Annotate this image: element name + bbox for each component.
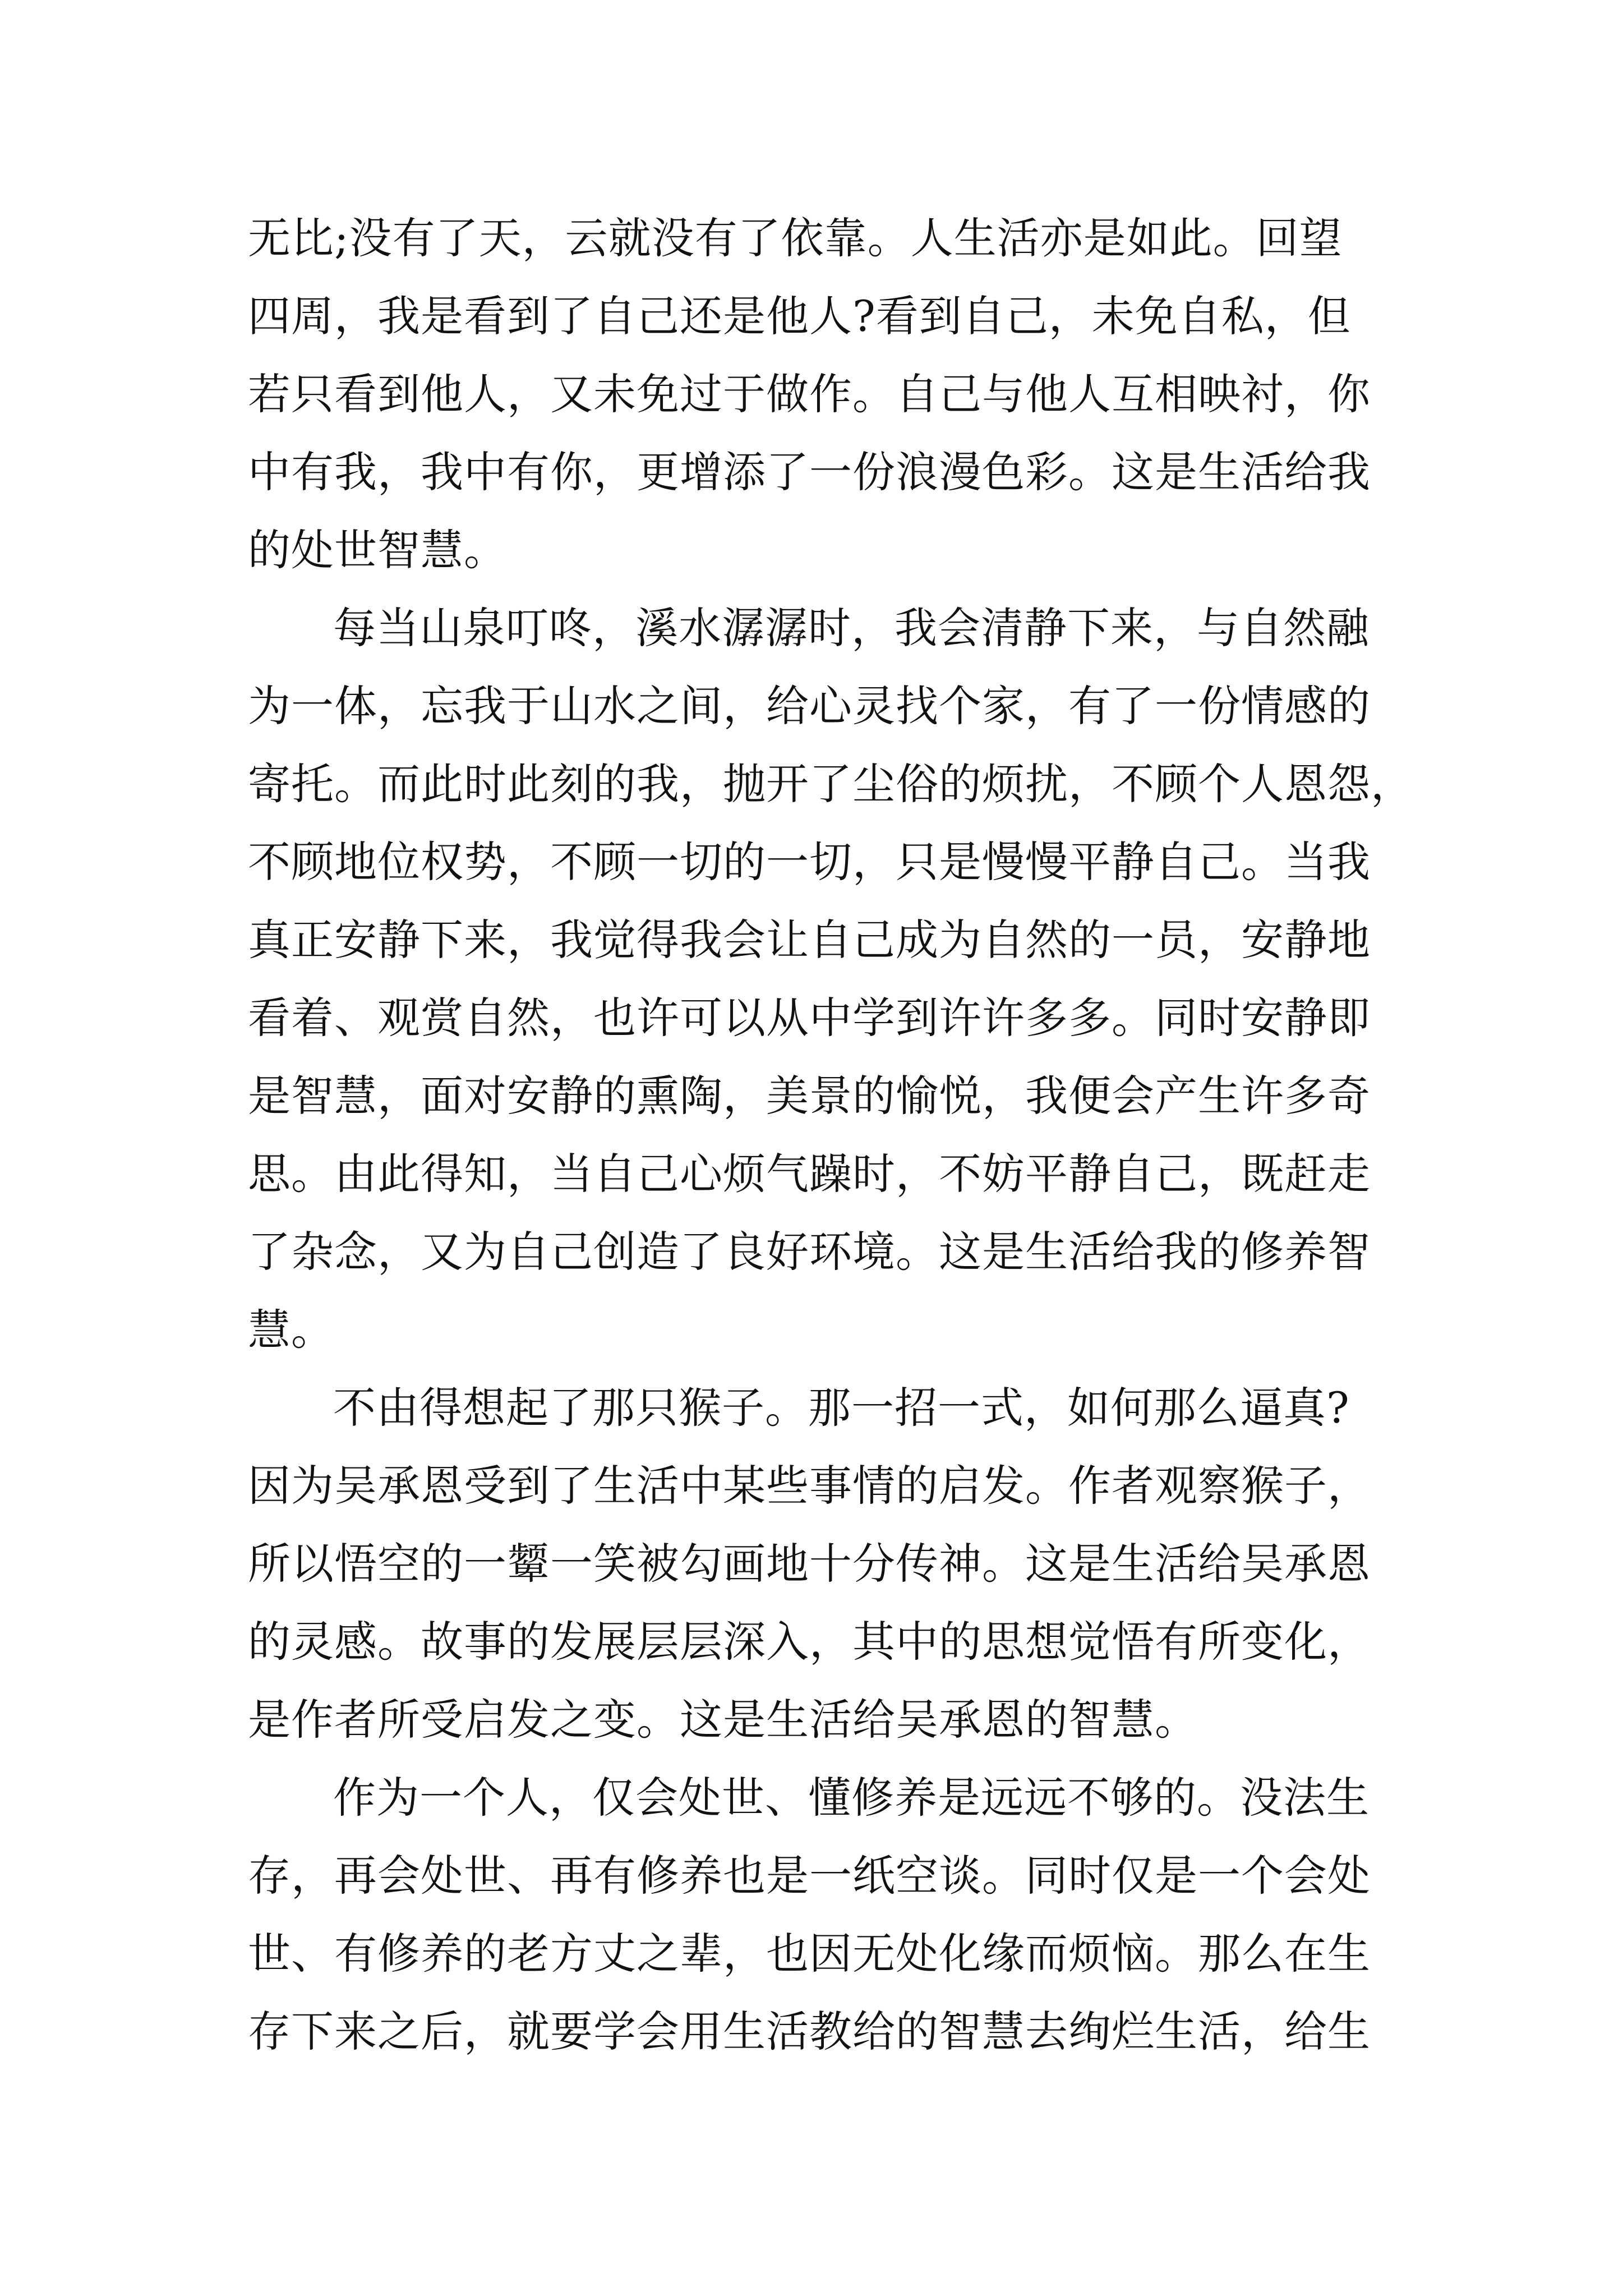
text-line: 不顾地位权势，不顾一切的一切，只是慢慢平静自己。当我 (248, 837, 1371, 887)
text-line: 所以悟空的一颦一笑被勾画地十分传神。这是生活给吴承恩 (248, 1539, 1371, 1589)
text-line: 无比;没有了天，云就没有了依靠。人生活亦是如此。回望 (248, 213, 1343, 263)
text-line: 看着、观赏自然，也许可以从中学到许许多多。同时安静即 (248, 993, 1371, 1043)
text-line: 思。由此得知，当自己心烦气躁时，不妨平静自己，既赶走 (248, 1149, 1371, 1199)
text-line: 慧。 (248, 1305, 334, 1355)
essay-body (248, 199, 1414, 2070)
text-line: 因为吴承恩受到了生活中某些事情的启发。作者观察猴子， (248, 1461, 1371, 1511)
text-line: 的处世智慧。 (248, 525, 507, 575)
paragraph-first-line: 每当山泉叮咚，溪水潺潺时，我会清静下来，与自然融 (333, 603, 1370, 653)
text-line: 了杂念，又为自己创造了良好环境。这是生活给我的修养智 (248, 1227, 1371, 1277)
text-line: 的灵感。故事的发展层层深入，其中的思想觉悟有所变化， (248, 1617, 1371, 1667)
text-line: 是作者所受启发之变。这是生活给吴承恩的智慧。 (248, 1695, 1198, 1745)
text-line: 存下来之后，就要学会用生活教给的智慧去绚烂生活，给生 (248, 2007, 1371, 2056)
text-line: 若只看到他人，又未免过于做作。自己与他人互相映衬，你 (248, 369, 1371, 419)
text-line: 是智慧，面对安静的熏陶，美景的愉悦，我便会产生许多奇 (248, 1071, 1371, 1121)
paragraph-first-line: 作为一个人，仅会处世、懂修养是远远不够的。没法生 (333, 1773, 1370, 1823)
text-line: 真正安静下来，我觉得我会让自己成为自然的一员，安静地 (248, 915, 1371, 965)
text-line: 世、有修养的老方丈之辈，也因无处化缘而烦恼。那么在生 (248, 1929, 1371, 1978)
text-line: 四周，我是看到了自己还是他人?看到自己，未免自私，但 (248, 291, 1351, 341)
text-line: 为一体，忘我于山水之间，给心灵找个家，有了一份情感的 (248, 681, 1371, 731)
text-line: 中有我，我中有你，更增添了一份浪漫色彩。这是生活给我 (248, 447, 1371, 497)
text-line: 寄托。而此时此刻的我，抛开了尘俗的烦扰，不顾个人恩怨， (248, 759, 1414, 809)
text-line: 存，再会处世、再有修养也是一纸空谈。同时仅是一个会处 (248, 1851, 1371, 1901)
paragraph-first-line: 不由得想起了那只猴子。那一招一式，如何那么逼真? (333, 1383, 1350, 1433)
